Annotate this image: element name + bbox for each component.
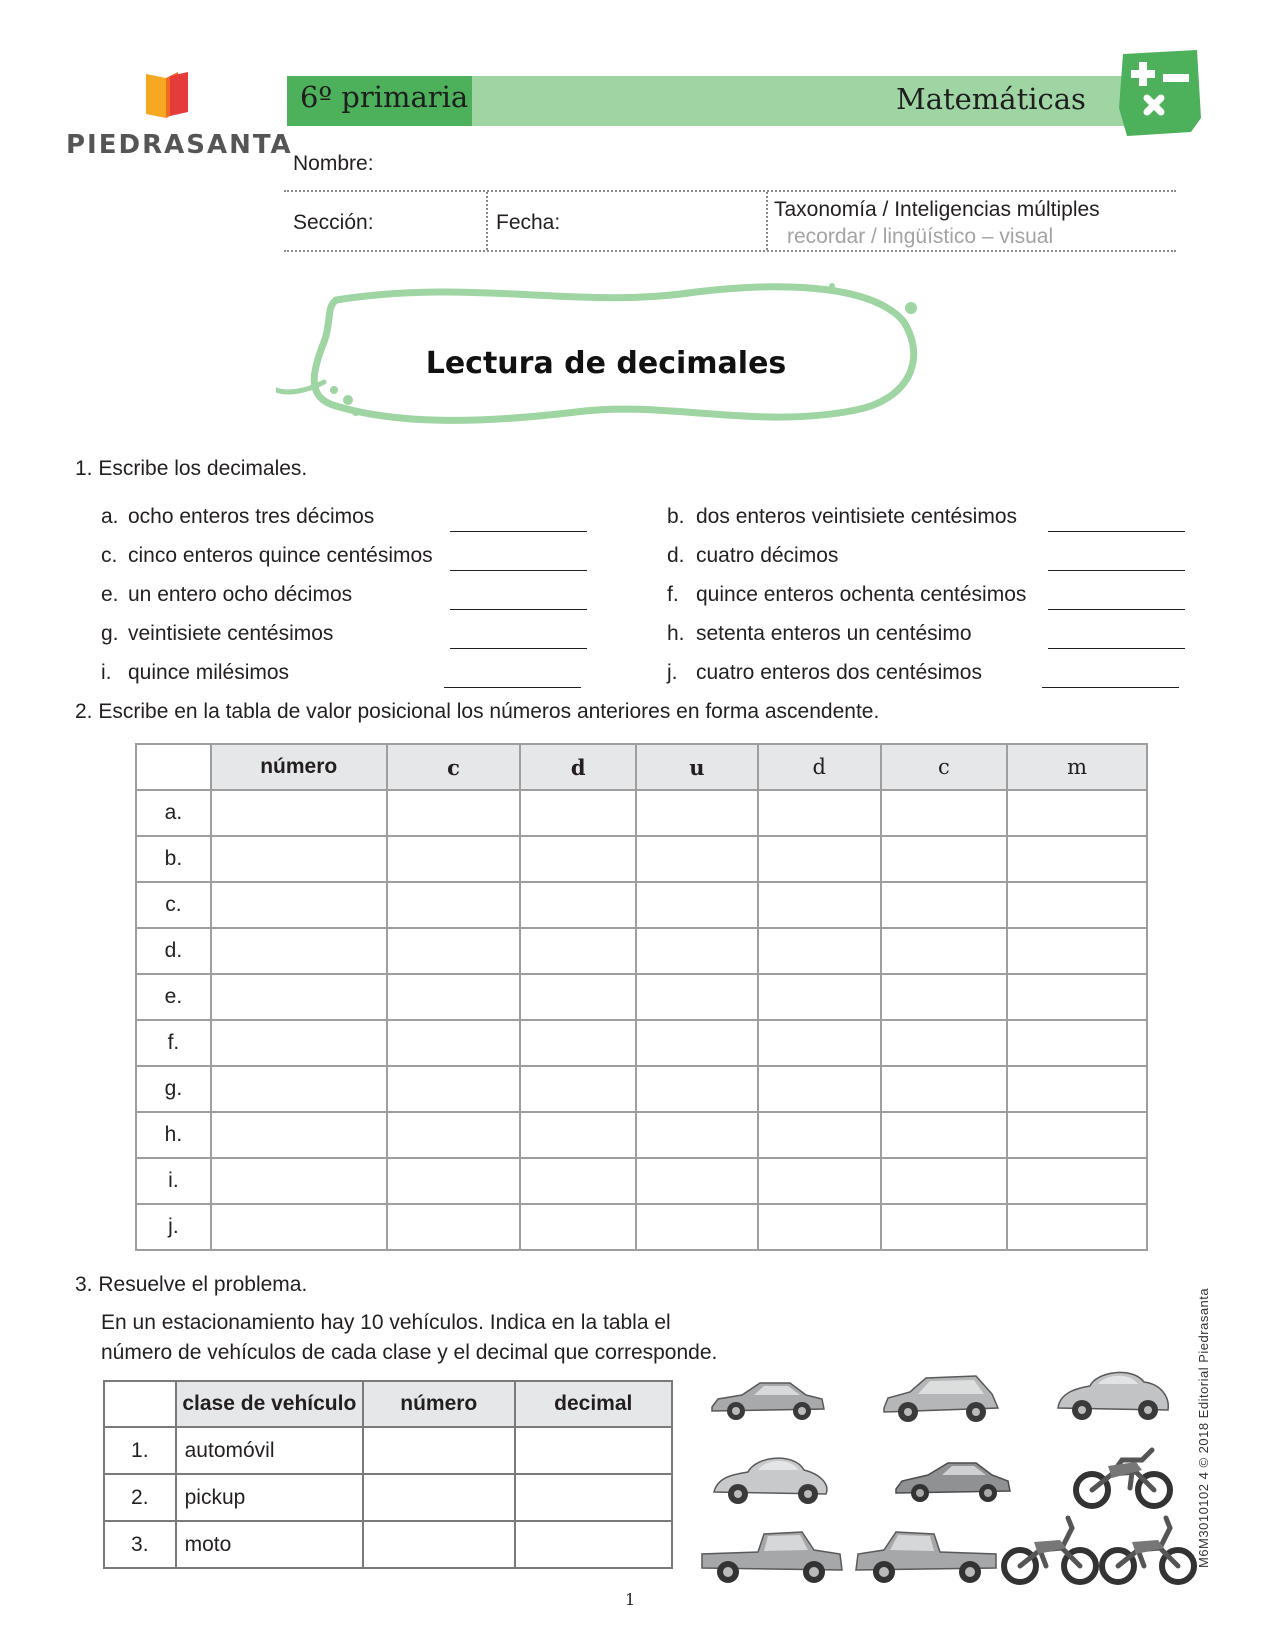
form-divider [284, 250, 1176, 252]
answer-cell[interactable] [758, 1112, 881, 1158]
answer-cell[interactable] [515, 1427, 673, 1474]
answer-cell[interactable] [1007, 790, 1147, 836]
exercise-1-letter: f. [667, 583, 679, 606]
answer-cell[interactable] [387, 882, 521, 928]
exercise-1-letter: i. [101, 661, 112, 684]
answer-blank[interactable] [1048, 648, 1185, 649]
exercise-1-item: setenta enteros un centésimo [696, 622, 972, 645]
exercise-1-letter: c. [101, 544, 118, 567]
answer-cell[interactable] [881, 1112, 1008, 1158]
exercise-1-letter: g. [101, 622, 119, 645]
answer-cell[interactable] [881, 974, 1008, 1020]
answer-cell[interactable] [636, 790, 758, 836]
table-row [136, 1204, 1147, 1250]
answer-cell[interactable] [881, 1066, 1008, 1112]
answer-cell[interactable] [1007, 1158, 1147, 1204]
answer-cell[interactable] [211, 928, 387, 974]
answer-cell[interactable] [758, 1066, 881, 1112]
answer-cell[interactable] [1007, 1066, 1147, 1112]
answer-cell[interactable] [520, 1112, 636, 1158]
answer-cell[interactable] [387, 974, 521, 1020]
answer-blank[interactable] [450, 531, 587, 532]
answer-cell[interactable] [636, 1020, 758, 1066]
answer-cell[interactable] [211, 882, 387, 928]
answer-cell[interactable] [520, 1020, 636, 1066]
answer-cell[interactable] [758, 1204, 881, 1250]
answer-cell[interactable] [1007, 1204, 1147, 1250]
answer-blank[interactable] [1042, 687, 1179, 688]
row-number: 1. [104, 1427, 176, 1474]
row-label: f. [136, 1020, 211, 1066]
motorcycle-icon [1000, 1512, 1100, 1586]
answer-cell[interactable] [387, 1020, 521, 1066]
logo-text: PIEDRASANTA [66, 130, 293, 160]
exercise-1-letter: a. [101, 505, 119, 528]
column-header: m [1007, 744, 1147, 790]
answer-cell[interactable] [520, 928, 636, 974]
answer-cell[interactable] [758, 1158, 881, 1204]
table-row [136, 1112, 1147, 1158]
answer-cell[interactable] [387, 1158, 521, 1204]
beetle-car-icon [708, 1448, 836, 1510]
answer-cell[interactable] [211, 1066, 387, 1112]
exercise-1-item: veintisiete centésimos [128, 622, 334, 645]
vehicle-class: automóvil [176, 1427, 363, 1474]
answer-blank[interactable] [450, 570, 587, 571]
pickup-truck-icon [698, 1524, 846, 1586]
answer-cell[interactable] [758, 928, 881, 974]
column-header: u [636, 744, 758, 790]
exercise-1-letter: e. [101, 583, 119, 606]
answer-cell[interactable] [520, 790, 636, 836]
plus-minus-times-icon [1117, 48, 1203, 140]
answer-cell[interactable] [515, 1521, 673, 1568]
answer-cell[interactable] [387, 1204, 521, 1250]
answer-cell[interactable] [881, 882, 1008, 928]
answer-cell[interactable] [636, 1158, 758, 1204]
answer-cell[interactable] [636, 836, 758, 882]
answer-cell[interactable] [387, 836, 521, 882]
section-label: Sección: [293, 211, 374, 234]
answer-cell[interactable] [211, 1158, 387, 1204]
answer-cell[interactable] [1007, 882, 1147, 928]
row-label: e. [136, 974, 211, 1020]
column-header: número [363, 1381, 514, 1427]
answer-blank[interactable] [444, 687, 581, 688]
answer-cell[interactable] [387, 1066, 521, 1112]
answer-cell[interactable] [636, 1204, 758, 1250]
row-label: j. [136, 1204, 211, 1250]
book-logo-icon [66, 68, 276, 130]
answer-blank[interactable] [1048, 531, 1185, 532]
exercise-3-text-line: En un estacionamiento hay 10 vehículos. Indica en la tabla el [101, 1311, 671, 1334]
table-row [136, 836, 1147, 882]
exercise-1-letter: d. [667, 544, 685, 567]
grade-label: 6º primaria [300, 80, 469, 114]
answer-cell[interactable] [1007, 928, 1147, 974]
answer-cell[interactable] [363, 1474, 514, 1521]
table-corner-cell [104, 1381, 176, 1427]
exercise-1-item: cuatro décimos [696, 544, 839, 567]
table-row [136, 1158, 1147, 1204]
answer-cell[interactable] [363, 1427, 514, 1474]
column-header: número [211, 744, 387, 790]
exercise-1-item: quince enteros ochenta centésimos [696, 583, 1027, 606]
answer-cell[interactable] [520, 882, 636, 928]
answer-cell[interactable] [1007, 1112, 1147, 1158]
table-header-row [136, 744, 1147, 790]
copyright-sidebar: M6M3010102 4 © 2018 Editorial Piedrasanta [1196, 1287, 1211, 1568]
answer-cell[interactable] [387, 928, 521, 974]
answer-cell[interactable] [1007, 836, 1147, 882]
exercise-1-letter: b. [667, 505, 685, 528]
column-header: d [520, 744, 636, 790]
vehicle-class: moto [176, 1521, 363, 1568]
hatchback-car-icon [880, 1370, 1002, 1424]
page-title: Lectura de decimales [425, 346, 787, 381]
exercise-3-heading: 3. Resuelve el problema. [75, 1273, 308, 1296]
answer-cell[interactable] [758, 882, 881, 928]
answer-cell[interactable] [520, 1066, 636, 1112]
answer-cell[interactable] [211, 790, 387, 836]
subject-label: Matemáticas [896, 82, 1086, 116]
beetle-car-icon [1052, 1362, 1174, 1424]
answer-cell[interactable] [387, 790, 521, 836]
column-header: c [387, 744, 521, 790]
answer-cell[interactable] [881, 928, 1008, 974]
answer-cell[interactable] [211, 974, 387, 1020]
answer-cell[interactable] [758, 1020, 881, 1066]
sports-car-icon [892, 1455, 1014, 1505]
table-row [136, 974, 1147, 1020]
row-label: g. [136, 1066, 211, 1112]
exercise-1-letter: h. [667, 622, 685, 645]
pickup-truck-icon [852, 1524, 1000, 1586]
answer-cell[interactable] [1007, 974, 1147, 1020]
answer-cell[interactable] [881, 1020, 1008, 1066]
exercise-1-item: ocho enteros tres décimos [128, 505, 375, 528]
form-divider [284, 190, 1176, 192]
answer-blank[interactable] [1048, 570, 1185, 571]
exercise-1-item: cinco enteros quince centésimos [128, 544, 433, 567]
exercise-1-heading: 1. Escribe los decimales. [75, 457, 308, 480]
date-label: Fecha: [496, 211, 561, 234]
table-row [104, 1474, 672, 1521]
column-header: decimal [515, 1381, 673, 1427]
answer-cell[interactable] [881, 1204, 1008, 1250]
form-divider [766, 192, 768, 250]
answer-blank[interactable] [450, 609, 587, 610]
motorcycle-icon [1072, 1438, 1174, 1512]
exercise-1-item: cuatro enteros dos centésimos [696, 661, 982, 684]
vehicle-class: pickup [176, 1474, 363, 1521]
name-label: Nombre: [293, 152, 374, 175]
row-label: a. [136, 790, 211, 836]
column-header: d [758, 744, 881, 790]
row-label: i. [136, 1158, 211, 1204]
answer-cell[interactable] [520, 974, 636, 1020]
answer-blank[interactable] [1048, 609, 1185, 610]
answer-cell[interactable] [211, 836, 387, 882]
exercise-1-item: un entero ocho décimos [128, 583, 353, 606]
table-row [136, 790, 1147, 836]
row-number: 2. [104, 1474, 176, 1521]
publisher-logo [66, 68, 293, 168]
answer-cell[interactable] [211, 1020, 387, 1066]
answer-cell[interactable] [636, 882, 758, 928]
answer-cell[interactable] [758, 836, 881, 882]
row-label: d. [136, 928, 211, 974]
table-corner-cell [136, 744, 211, 790]
exercise-1-item: quince milésimos [128, 661, 290, 684]
answer-cell[interactable] [758, 974, 881, 1020]
answer-cell[interactable] [636, 974, 758, 1020]
answer-cell[interactable] [636, 928, 758, 974]
table-row [104, 1521, 672, 1568]
vehicle-table [103, 1380, 673, 1569]
answer-cell[interactable] [881, 790, 1008, 836]
place-value-table [135, 743, 1148, 1251]
row-label: c. [136, 882, 211, 928]
answer-cell[interactable] [636, 1112, 758, 1158]
answer-cell[interactable] [520, 1158, 636, 1204]
motorcycle-icon [1098, 1512, 1198, 1586]
answer-cell[interactable] [515, 1474, 673, 1521]
page-number: 1 [625, 1590, 636, 1609]
answer-cell[interactable] [211, 1112, 387, 1158]
answer-cell[interactable] [881, 1158, 1008, 1204]
answer-cell[interactable] [1007, 1020, 1147, 1066]
answer-cell[interactable] [520, 1204, 636, 1250]
row-label: h. [136, 1112, 211, 1158]
row-number: 3. [104, 1521, 176, 1568]
answer-cell[interactable] [758, 790, 881, 836]
answer-cell[interactable] [520, 836, 636, 882]
exercise-1-letter: j. [667, 661, 678, 684]
exercise-3-text-line: número de vehículos de cada clase y el decimal que corresponde. [101, 1341, 718, 1364]
table-row [136, 882, 1147, 928]
taxonomy-label: Taxonomía / Inteligencias múltiples [774, 198, 1100, 221]
answer-cell[interactable] [363, 1521, 514, 1568]
sedan-car-icon [708, 1375, 828, 1423]
table-row [136, 1020, 1147, 1066]
row-label: b. [136, 836, 211, 882]
table-row [136, 1066, 1147, 1112]
column-header: c [881, 744, 1008, 790]
answer-cell[interactable] [881, 836, 1008, 882]
exercise-2-heading: 2. Escribe en la tabla de valor posicional los números anteriores en forma ascendente. [75, 700, 880, 723]
answer-cell[interactable] [211, 1204, 387, 1250]
column-header: clase de vehículo [176, 1381, 363, 1427]
table-header-row [104, 1381, 672, 1427]
table-row [136, 928, 1147, 974]
answer-cell[interactable] [387, 1112, 521, 1158]
form-divider [486, 192, 488, 250]
answer-blank[interactable] [450, 648, 587, 649]
answer-cell[interactable] [636, 1066, 758, 1112]
exercise-1-item: dos enteros veintisiete centésimos [696, 505, 1017, 528]
table-row [104, 1427, 672, 1474]
taxonomy-sub-label: recordar / lingüístico – visual [787, 225, 1054, 248]
